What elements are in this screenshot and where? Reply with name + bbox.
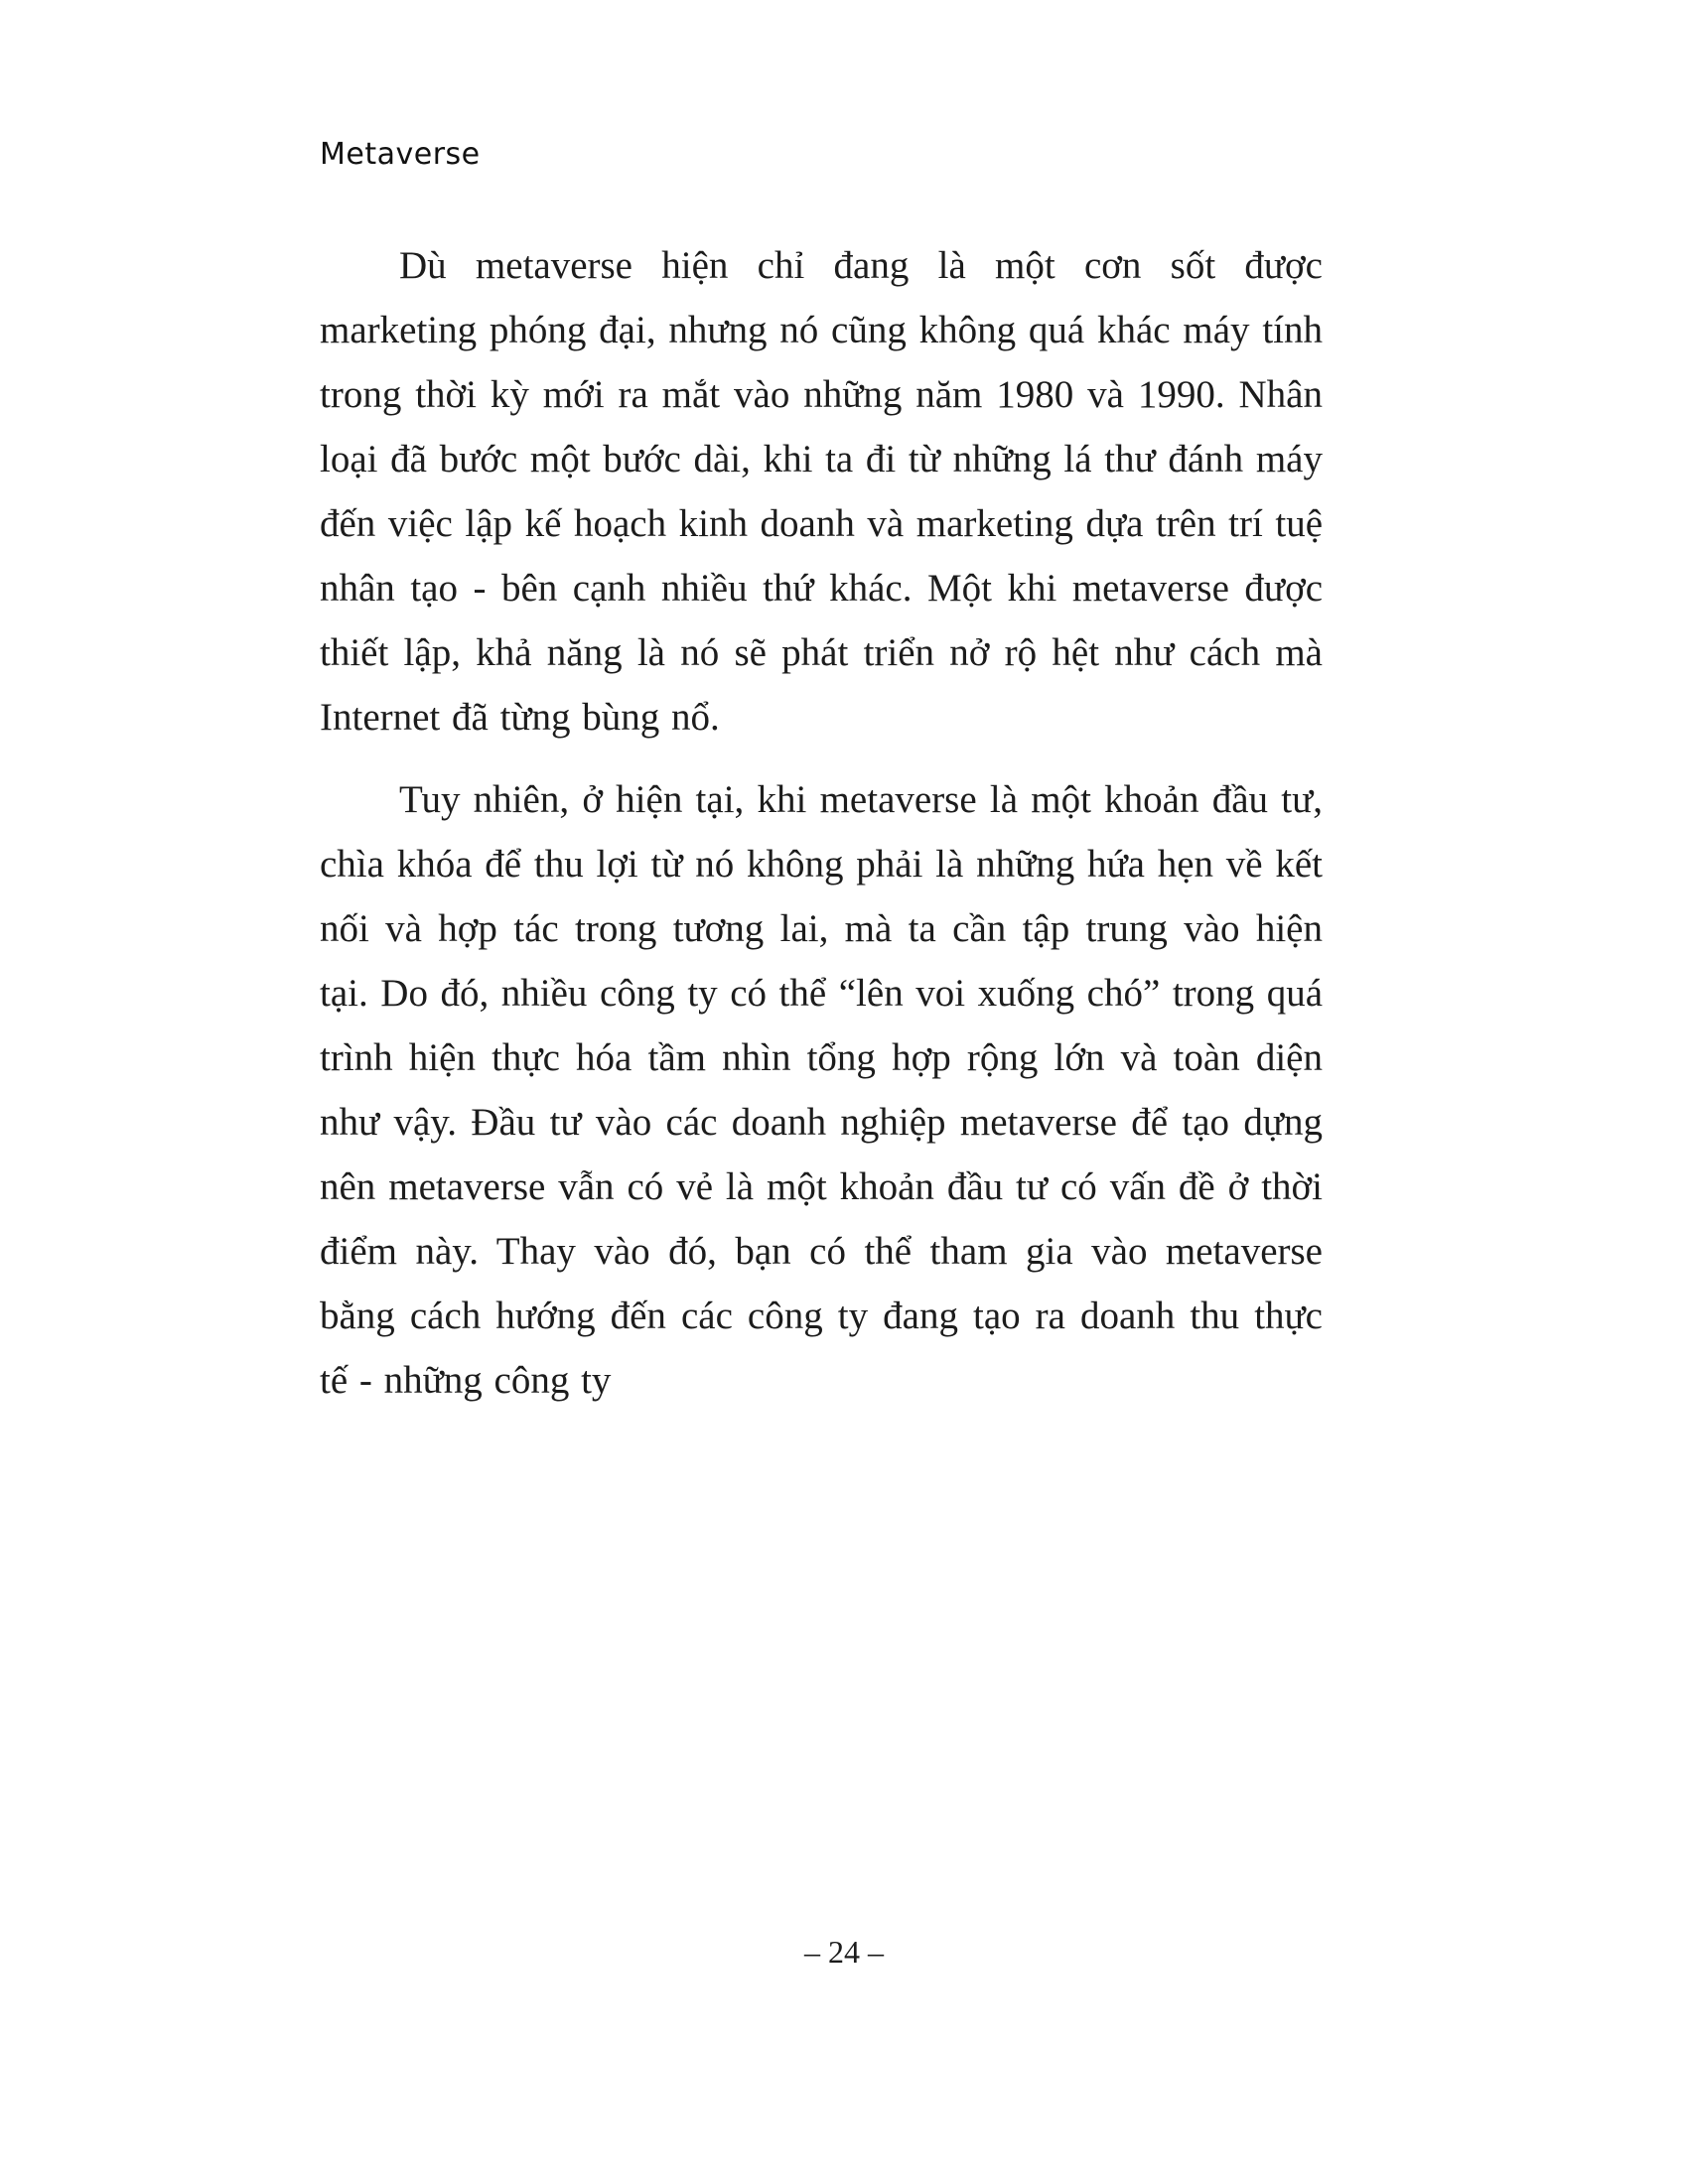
paragraph: Tuy nhiên, ở hiện tại, khi metaverse là một khoản đầu tư, chìa khóa để thu lợi từ nó không phải là những hứa hẹn về kết nối và hợp tác trong tương lai, mà ta cần tập trung vào hiện tại. Do đó, nhiều công ty có thể “lên voi xuống chó” trong quá trình hiện thực hóa tầm nhìn tổng hợp rộng lớn và toàn diện như vậy. Đầu tư vào các doanh nghiệp metaverse để tạo dựng nên metaverse vẫn có vẻ là một khoản đầu tư có vấn đề ở thời điểm này. Thay vào đó, bạn có thể tham gia vào metaverse bằng cách hướng đến các công ty đang tạo ra doanh thu thực tế - những công ty [320, 778, 1323, 1402]
body-text-block [320, 233, 1323, 1413]
paragraph: Dù metaverse hiện chỉ đang là một cơn sốt được marketing phóng đại, nhưng nó cũng không quá khác máy tính trong thời kỳ mới ra mắt vào những năm 1980 và 1990. Nhân loại đã bước một bước dài, khi ta đi từ những lá thư đánh máy đến việc lập kế hoạch kinh doanh và marketing dựa trên trí tuệ nhân tạo - bên cạnh nhiều thứ khác. Một khi metaverse được thiết lập, khả năng là nó sẽ phát triển nở rộ hệt như cách mà Internet đã từng bùng nổ. [320, 244, 1323, 739]
page-number: – 24 – [804, 1934, 884, 1970]
running-header: Metaverse [320, 137, 481, 172]
